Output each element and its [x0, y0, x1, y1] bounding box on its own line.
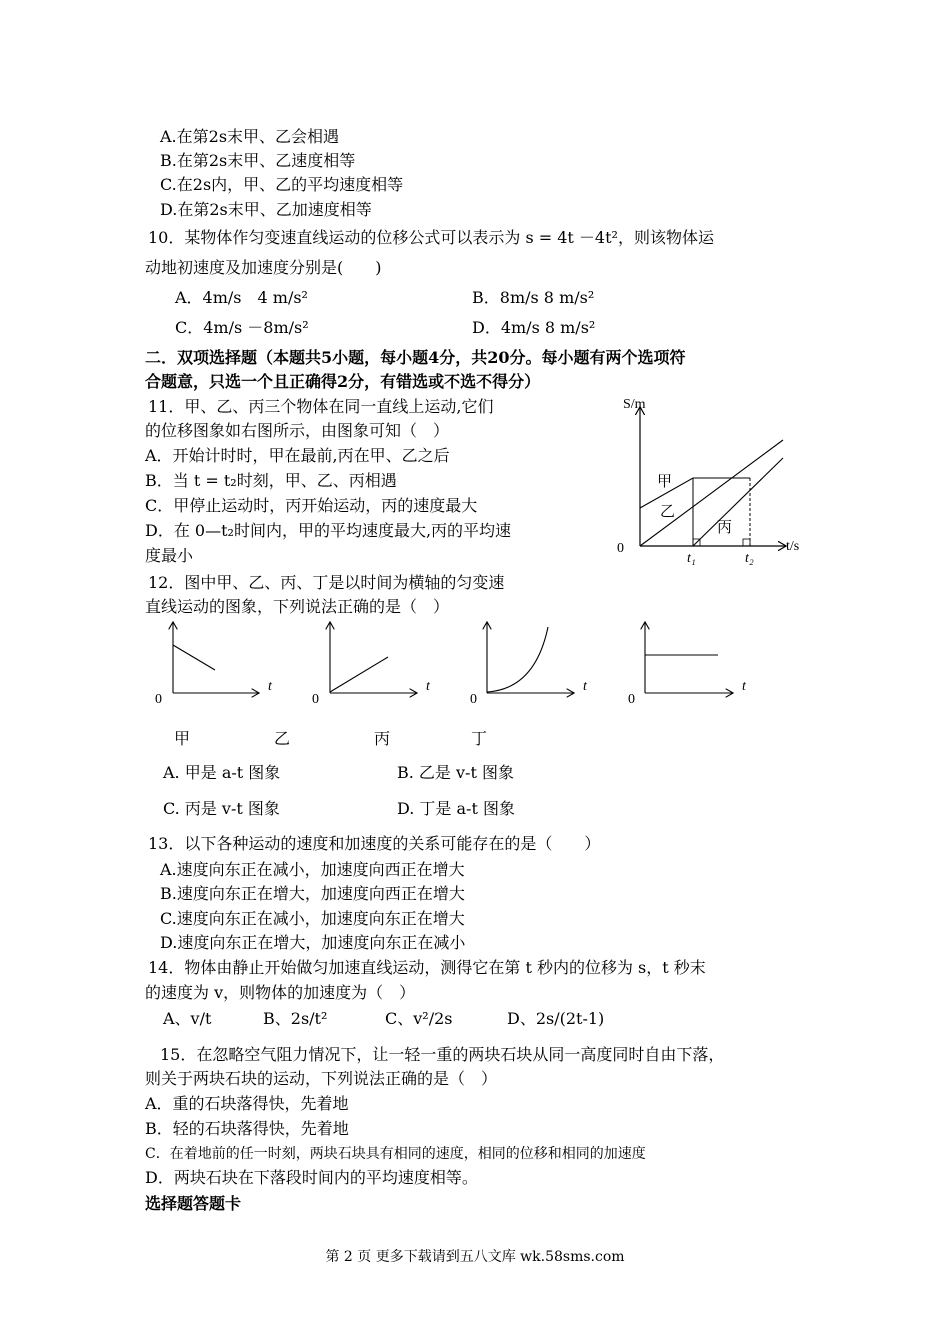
section2-header-line1: 二．双项选择题（本题共5小题，每小题4分，共20分。每小题有两个选项符 [145, 348, 686, 367]
q9-option-c: C.在2s内，甲、乙的平均速度相等 [160, 175, 404, 194]
q12-option-a: A. 甲是 a-t 图象 [163, 763, 281, 782]
q12-caption-bing: 丙 [374, 729, 391, 748]
q12-jia-curve [173, 645, 215, 670]
q12-yi-t: t [426, 679, 430, 694]
q12-graphs [150, 615, 770, 715]
q11-option-c: C．甲停止运动时，丙开始运动，丙的速度最大 [145, 496, 478, 515]
q12-caption-ding: 丁 [471, 729, 488, 748]
q11-line-bing [693, 458, 783, 546]
q12-graph-jia [155, 623, 273, 707]
q12-jia-origin: 0 [155, 692, 162, 707]
q11-st-graph [605, 388, 820, 568]
q12-bing-t: t [583, 679, 587, 694]
q11-right-angle-t2 [743, 539, 750, 546]
q15-option-a: A．重的石块落得快，先着地 [145, 1094, 349, 1113]
q12-stem-line2: 直线运动的图象，下列说法正确的是（ ） [145, 597, 450, 616]
q11-option-a: A．开始计时时，甲在最前,丙在甲、乙之后 [145, 446, 450, 465]
q10-option-a: A．4m/s 4 m/s² [175, 288, 308, 307]
q11-xlabel: t/s [786, 539, 800, 554]
q12-graph-bing [470, 623, 588, 707]
q11-tick-t2: t₂ [745, 551, 754, 566]
q11-label-yi: 乙 [660, 504, 676, 520]
q14-option-b: B、2s/t² [263, 1009, 328, 1028]
q12-option-c: C. 丙是 v-t 图象 [163, 799, 280, 818]
q15-stem-line1: 15．在忽略空气阻力情况下，让一轻一重的两块石块从同一高度同时自由下落， [160, 1045, 725, 1064]
q11-stem-line2: 的位移图象如右图所示，由图象可知（ ） [145, 421, 450, 440]
q12-graph-ding [628, 623, 747, 707]
q12-bing-origin: 0 [470, 692, 477, 707]
q12-stem-line1: 12．图中甲、乙、丙、丁是以时间为横轴的匀变速 [148, 573, 505, 592]
q14-option-c: C、v²/2s [385, 1009, 453, 1028]
q13-option-d: D.速度向东正在增大，加速度向东正在减小 [160, 933, 466, 952]
q10-stem-line1: 10．某物体作匀变速直线运动的位移公式可以表示为 s = 4t －4t²，则该物体运 [148, 228, 714, 247]
q11-label-bing: 丙 [717, 520, 733, 536]
q11-option-d-line2: 度最小 [145, 546, 194, 565]
q12-graph-yi [312, 623, 431, 707]
q11-ylabel: S/m [623, 397, 646, 412]
q12-yi-curve [330, 657, 388, 692]
q13-option-c: C.速度向东正在减小，加速度向东正在增大 [160, 909, 465, 928]
q11-tick-t1: t₁ [687, 551, 696, 566]
page-footer: 第 2 页 更多下载请到五八文库 wk.58sms.com [325, 1249, 625, 1265]
q9-option-b: B.在第2s末甲、乙速度相等 [160, 151, 356, 170]
q13-option-b: B.速度向东正在增大，加速度向西正在增大 [160, 884, 465, 903]
q15-stem-line2: 则关于两块石块的运动，下列说法正确的是（ ） [145, 1069, 498, 1088]
q12-bing-curve [487, 627, 548, 692]
q11-line-yi [640, 440, 783, 546]
q12-caption-yi: 乙 [274, 729, 291, 748]
q11-option-d-line1: D．在 0—t₂时间内，甲的平均速度最大,丙的平均速 [145, 521, 512, 540]
q10-option-c: C．4m/s －8m/s² [175, 318, 309, 337]
q12-jia-t: t [268, 679, 272, 694]
q10-stem-line2: 动地初速度及加速度分别是( ) [145, 258, 382, 277]
q12-ding-t: t [742, 679, 746, 694]
q15-option-b: B．轻的石块落得快，先着地 [145, 1119, 349, 1138]
q11-origin: 0 [617, 541, 624, 556]
q12-option-d: D. 丁是 a-t 图象 [397, 799, 515, 818]
q14-stem-line1: 14．物体由静止开始做匀加速直线运动，测得它在第 t 秒内的位移为 s，t 秒末 [148, 958, 706, 977]
q14-stem-line2: 的速度为 v，则物体的加速度为（ ） [145, 983, 416, 1002]
q13-option-a: A.速度向东正在减小，加速度向西正在增大 [160, 860, 465, 879]
q14-option-a: A、v/t [163, 1009, 212, 1028]
q12-option-b: B. 乙是 v-t 图象 [397, 763, 514, 782]
answer-card-title: 选择题答题卡 [145, 1194, 242, 1213]
q9-option-d: D.在第2s末甲、乙加速度相等 [160, 200, 372, 219]
q11-option-b: B．当 t = t₂时刻，甲、乙、丙相遇 [145, 471, 397, 490]
q12-yi-origin: 0 [312, 692, 319, 707]
q12-caption-jia: 甲 [174, 729, 191, 748]
q9-option-a: A.在第2s末甲、乙会相遇 [160, 127, 340, 146]
q10-option-b: B．8m/s 8 m/s² [472, 288, 595, 307]
q11-stem-line1: 11．甲、乙、丙三个物体在同一直线上运动,它们 [148, 397, 494, 416]
q12-ding-origin: 0 [628, 692, 635, 707]
q13-stem: 13．以下各种运动的速度和加速度的关系可能存在的是（ ） [148, 834, 601, 853]
q15-option-d: D．两块石块在下落段时间内的平均速度相等。 [145, 1168, 478, 1187]
q11-label-jia: 甲 [657, 474, 673, 490]
q14-option-d: D、2s/(2t-1) [507, 1009, 605, 1028]
q10-option-d: D．4m/s 8 m/s² [472, 318, 596, 337]
q15-option-c: C．在着地前的任一时刻，两块石块具有相同的速度，相同的位移和相同的加速度 [145, 1146, 646, 1162]
section2-header-line2: 合题意，只选一个且正确得2分，有错选或不选不得分） [145, 372, 541, 391]
